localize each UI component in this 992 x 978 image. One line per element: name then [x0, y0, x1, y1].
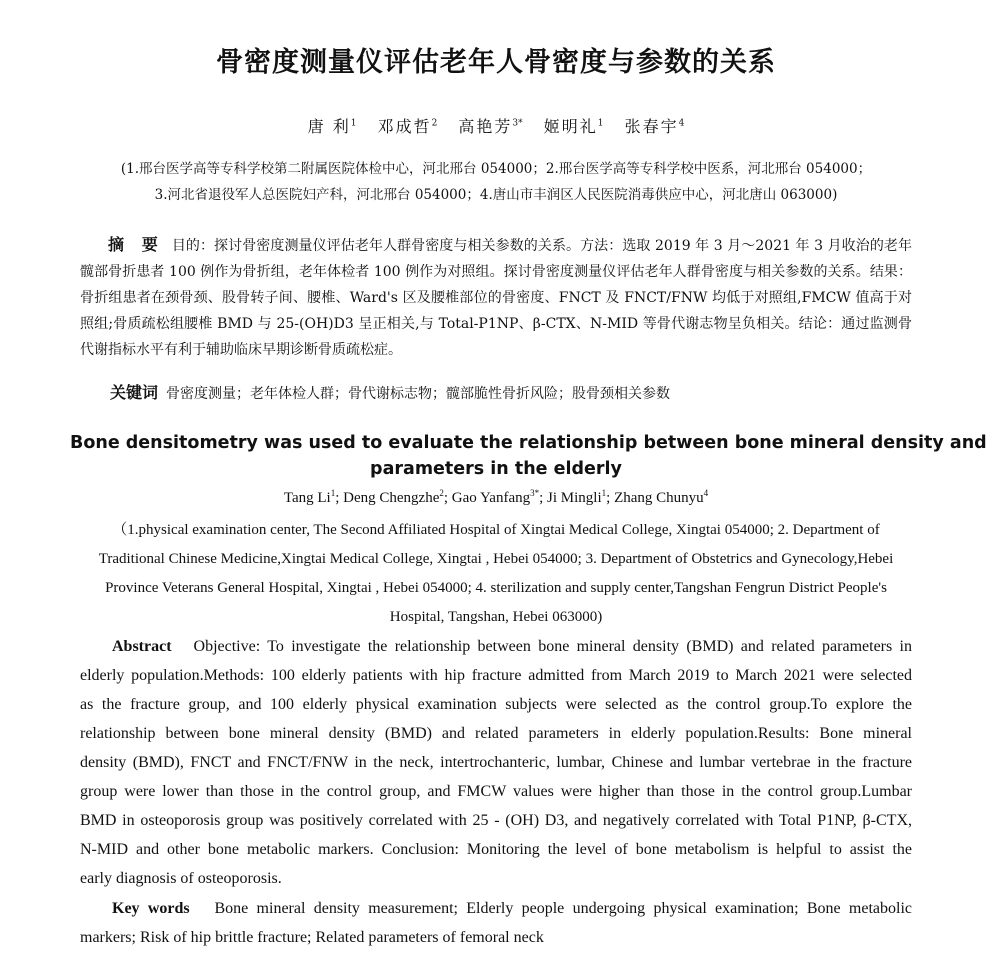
author-name: Zhang Chunyu	[614, 490, 704, 506]
author-affiliation-mark: 4	[678, 118, 685, 129]
chinese-authors	[0, 114, 992, 137]
chinese-abstract-text: 目的：探讨骨密度测量仪评估老年人群骨密度与相关参数的关系。方法：选取 2019 年 3 月～2021 年 3 月收治的老年髋部骨折患者 100 例作为骨折组，老年体检者 100 例作为对照组。探讨骨密度测量仪评估老年人群骨密度与相关参数的关系。结果：骨折组患者在颈骨颈、股骨转子间、腰椎、Ward's 区及腰椎部位的骨密度、FNCT 及 FNCT/FNW 均低于对照组,FMCW 值高于对照组;骨质疏松组腰椎 BMD 与 25-(OH)D3 呈正相关,与 Total-P1NP、β-CTX、N-MID 等骨代谢志物呈负相关。结论：通过监测骨代谢指标水平有利于辅助临床早期诊断骨质疏松症。	[80, 238, 912, 358]
author-name: Tang Li	[283, 490, 331, 506]
chinese-keywords-label: 关键词	[110, 383, 159, 402]
english-title-line: parameters in the elderly	[370, 459, 622, 479]
chinese-title: 骨密度测量仪评估老年人骨密度与参数的关系	[216, 47, 776, 78]
author-name: 高艳芳	[458, 117, 513, 136]
author-affiliation-mark: 3*	[512, 118, 523, 129]
english-abstract-line: early diagnosis of osteoporosis.	[80, 870, 282, 887]
english-keywords-line: Bone mineral density measurement; Elderly people undergoing physical examination; Bone metabolic	[214, 900, 913, 917]
author-name: 邓成哲	[377, 117, 432, 136]
author-affiliation-mark: 2	[439, 488, 444, 498]
english-abstract-line: as the fracture group, and 100 elderly physical examination subjects were selected as the control group.To explore the	[80, 696, 912, 713]
author-name: Ji Mingli	[547, 490, 602, 506]
chinese-abstract	[80, 232, 912, 363]
author-affiliation-mark: 4	[703, 488, 709, 498]
chinese-affiliation-line: (1.邢台医学高等专科学校第二附属医院体检中心，河北邢台 054000；2.邢台医学高等专科学校中医系，河北邢台 054000；	[120, 161, 872, 177]
english-abstract-line: group were lower than those in the control group, and FMCW values were higher than those in the control group.Lumbar	[80, 783, 912, 800]
author-name: 唐 利	[307, 117, 351, 136]
english-abstract-line: Objective: To investigate the relationship between bone mineral density (BMD) and related parameters in	[193, 638, 913, 655]
english-title	[70, 430, 987, 482]
author-affiliation-mark: 3*	[530, 488, 540, 498]
english-abstract-label: Abstract	[112, 638, 172, 655]
english-affiliations	[70, 516, 922, 632]
chinese-affiliation-line: 3.河北省退役军人总医院妇产科，河北邢台 054000；4.唐山市丰润区人民医院消毒供应中心，河北唐山 063000)	[154, 187, 838, 203]
english-keywords	[80, 894, 912, 952]
author-name: Deng Chengzhe	[343, 490, 440, 506]
english-abstract	[80, 632, 912, 893]
chinese-keywords	[80, 380, 912, 407]
english-abstract-line: elderly population.Methods: 100 elderly patients with hip fracture admitted from March 2019 to March 2021 were selected	[80, 667, 912, 684]
english-abstract-line: relationship between bone mineral density (BMD) and related parameters in elderly population.Results: Bone mineral	[80, 725, 912, 742]
author-name: Gao Yanfang	[451, 490, 531, 506]
english-affiliation-line: Traditional Chinese Medicine,Xingtai Medical College, Xingtai , Hebei 054000; 3. Department of Obstetrics and Gynecology,Hebei	[98, 551, 894, 567]
english-authors: Tang Li$^1$; Deng Chengzhe$^2$; Gao Yanfang$^{3*}$; Ji Mingli$^1$; Zhang Chunyu$^4$	[283, 488, 709, 506]
author-affiliation-mark: 1	[350, 118, 357, 129]
author-affiliation-mark: 1	[597, 118, 604, 129]
author-affiliation-mark: 1	[601, 488, 607, 498]
english-keywords-line: markers; Risk of hip brittle fracture; Related parameters of femoral neck	[80, 929, 544, 946]
english-title-line: Bone densitometry was used to evaluate the relationship between bone mineral density and	[70, 433, 987, 453]
english-abstract-line: BMD in osteoporosis group was positively correlated with 25 - (OH) D3, and negatively correlated with Total P1NP, β-CTX,	[80, 812, 912, 829]
chinese-keywords-text: 骨密度测量；老年体检人群；骨代谢标志物；髋部脆性骨折风险；股骨颈相关参数	[166, 386, 671, 402]
author-affiliation-mark: 1	[330, 488, 336, 498]
author-name: 姬明礼	[543, 117, 598, 136]
author-affiliation-mark: 2	[431, 118, 438, 129]
english-affiliation-line: Hospital, Tangshan, Hebei 063000)	[389, 609, 603, 625]
english-abstract-line: N-MID and other bone metabolic markers. Conclusion: Monitoring the level of bone metabolism is helpful to assist the	[80, 841, 912, 858]
english-abstract-line: density (BMD), FNCT and FNCT/FNW in the neck, intertrochanteric, lumbar, Chinese and lumbar vertebrae in the fracture	[80, 754, 912, 771]
author-name: 张春宇	[624, 117, 679, 136]
english-keywords-label: Key words	[112, 900, 190, 917]
chinese-abstract-label: 摘 要	[108, 235, 164, 254]
english-affiliation-line: Province Veterans General Hospital, Xingtai , Hebei 054000; 4. sterilization and supply center,Tangshan Fengrun District People's	[105, 580, 887, 596]
english-affiliation-line: （1.physical examination center, The Second Affiliated Hospital of Xingtai Medical College, Xingtai 054000; 2. Department of	[112, 522, 880, 538]
